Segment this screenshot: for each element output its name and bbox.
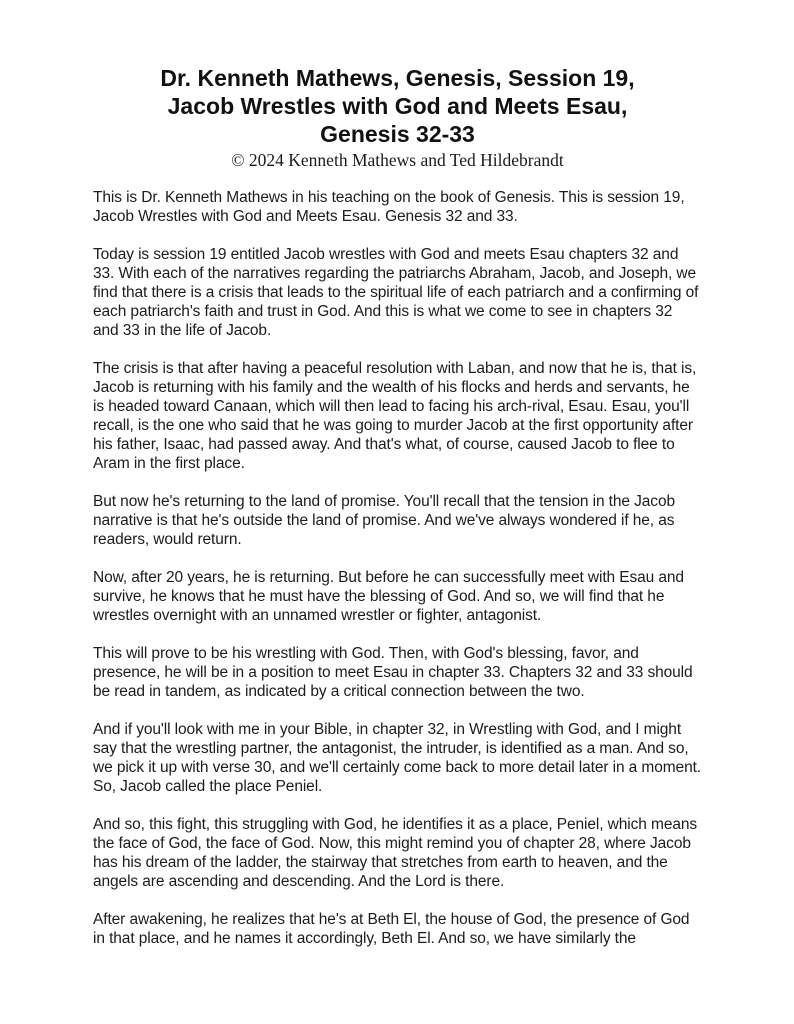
document-title-line-3: Genesis 32-33 — [320, 121, 475, 147]
paragraph-4: But now he's returning to the land of promise. You'll recall that the tension in the Jacob narrative is that he's outside the land of promise. And we've always wondered if he, as readers, would return. — [93, 493, 675, 548]
paragraph-9: After awakening, he realizes that he's at Beth El, the house of God, the presence of God in that place, and he names it accordingly, Beth El. And so, we have similarly the — [93, 911, 690, 947]
document-title — [93, 64, 702, 148]
paragraph-2: Today is session 19 entitled Jacob wrestles with God and meets Esau chapters 32 and 33. With each of the narratives regarding the patriarchs Abraham, Jacob, and Joseph, we find that there is a crisis that leads to the spiritual life of each patriarch and a confirming of each patriarch's faith and trust in God. And this is what we come to see in chapters 32 and 33 in the life of Jacob. — [93, 246, 699, 339]
paragraph-5: Now, after 20 years, he is returning. But before he can successfully meet with Esau and survive, he knows that he must have the blessing of God. And so, we will find that he wrestles overnight with an unnamed wrestler or fighter, antagonist. — [93, 569, 684, 624]
paragraph-8: And so, this fight, this struggling with God, he identifies it as a place, Peniel, which means the face of God, the face of God. Now, this might remind you of chapter 28, where Jacob has his dream of the ladder, the stairway that stretches from earth to heaven, and the angels are ascending and descending. And the Lord is there. — [93, 816, 698, 890]
paragraph-6: This will prove to be his wrestling with God. Then, with God's blessing, favor, and presence, he will be in a position to meet Esau in chapter 33. Chapters 32 and 33 should be read in tandem, as indicated by a critical connection between the two. — [93, 645, 693, 700]
document-body — [93, 188, 702, 948]
copyright-line: © 2024 Kenneth Mathews and Ted Hildebrandt — [231, 150, 564, 170]
document-title-line-2: Jacob Wrestles with God and Meets Esau, — [167, 93, 628, 119]
paragraph-7: And if you'll look with me in your Bible, in chapter 32, in Wrestling with God, and I might say that the wrestling partner, the antagonist, the intruder, is identified as a man. And so, we pick it up with verse 30, and we'll certainly come back to more detail later in a moment. So, Jacob called the place Peniel. — [93, 721, 702, 795]
paragraph-3: The crisis is that after having a peaceful resolution with Laban, and now that he is, that is, Jacob is returning with his family and the wealth of his flocks and herds and servants, he is headed toward Canaan, which will then lead to facing his arch-rival, Esau. Esau, you'll recall, is the one who said that he was going to murder Jacob at the first opportunity after his father, Isaac, had passed away. And that's what, of course, caused Jacob to flee to Aram in the first place. — [93, 360, 697, 472]
paragraph-1: This is Dr. Kenneth Mathews in his teaching on the book of Genesis. This is session 19, Jacob Wrestles with God and Meets Esau. Genesis 32 and 33. — [93, 189, 685, 225]
document-title-line-1: Dr. Kenneth Mathews, Genesis, Session 19, — [160, 65, 635, 91]
